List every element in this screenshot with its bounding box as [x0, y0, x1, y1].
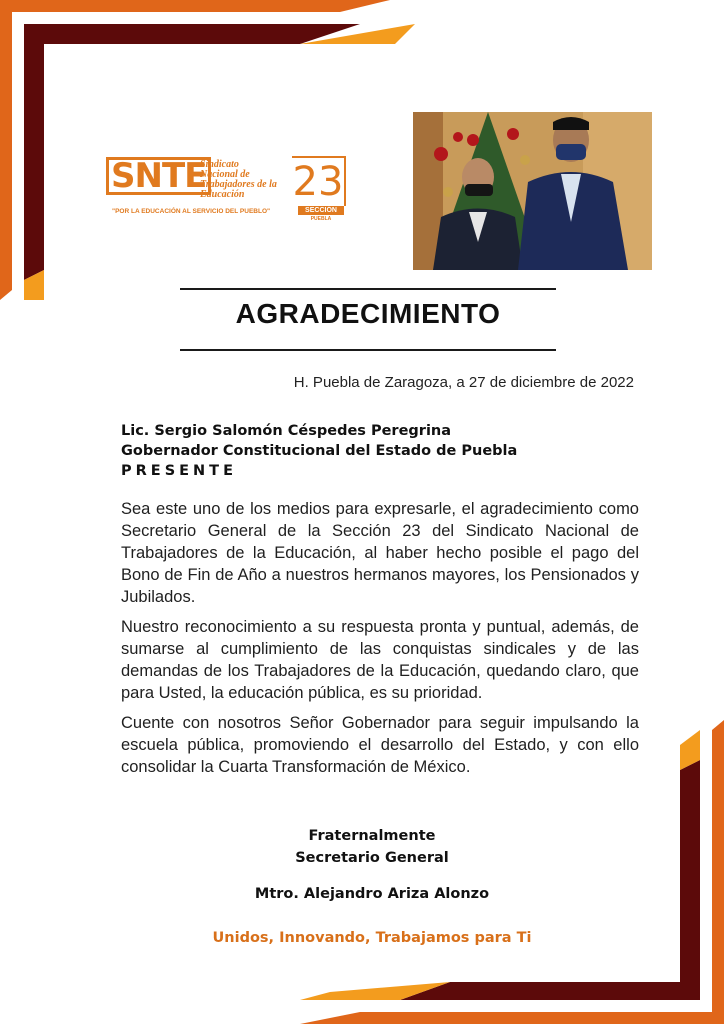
closing-salutation: Fraternalmente	[308, 828, 436, 844]
motto: Unidos, Innovando, Trabajamos para Ti	[212, 930, 532, 946]
recipient-presente: PRESENTE	[121, 463, 237, 479]
section-place: PUEBLA	[310, 216, 332, 222]
recipient-block	[121, 421, 517, 481]
letter-body	[121, 498, 639, 786]
frame-top-left-orange	[0, 0, 390, 300]
snte-acronym: SNTE	[106, 156, 211, 196]
photo-of-two-men	[413, 112, 652, 270]
closing-role: Secretario General	[295, 850, 449, 866]
frame-top-left-inner	[44, 44, 54, 54]
recipient-name: Lic. Sergio Salomón Céspedes Peregrina	[121, 423, 452, 439]
section-number: 23	[292, 156, 346, 206]
signer-name: Mtro. Alejandro Ariza Alonzo	[254, 886, 490, 902]
title-rule-top	[180, 288, 556, 290]
title-rule-bottom	[180, 349, 556, 351]
body-paragraph: Nuestro reconocimiento a su respuesta pronta y puntual, además, de sumarse al cumplimiento de las conquistas sindicales y de las demandas de los Trabajadores de la Educación, quedando claro, que para Usted, la educación pública, es su prioridad.	[121, 618, 639, 702]
body-paragraph: Sea este uno de los medios para expresarle, el agradecimiento como Secretario General de la Sección 23 del Sindicato Nacional de Trabajadores de la Educación, al haber hecho posible el pago del Bono de Fin de Año a nuestros hermanos mayores, los Pensionados y Jubilados.	[121, 500, 639, 606]
section-label: SECCIÓN	[298, 206, 344, 215]
recipient-position: Gobernador Constitucional del Estado de Puebla	[121, 443, 518, 459]
snte-logo	[106, 152, 356, 232]
snte-org-name: Sindicato Nacional de Trabajadores de la Educación	[200, 159, 277, 200]
frame-bottom-right-dark	[400, 760, 700, 1000]
page-title: AGRADECIMIENTO	[235, 298, 501, 329]
body-paragraph: Cuente con nosotros Señor Gobernador para seguir impulsando la escuela pública, promoviendo el desarrollo del Estado, y con ello consolidar la Cuarta Transformación de México.	[121, 714, 639, 776]
letter-date: H. Puebla de Zaragoza, a 27 de diciembre de 2022	[293, 374, 634, 391]
snte-slogan: "POR LA EDUCACIÓN AL SERVICIO DEL PUEBLO"	[112, 208, 271, 215]
